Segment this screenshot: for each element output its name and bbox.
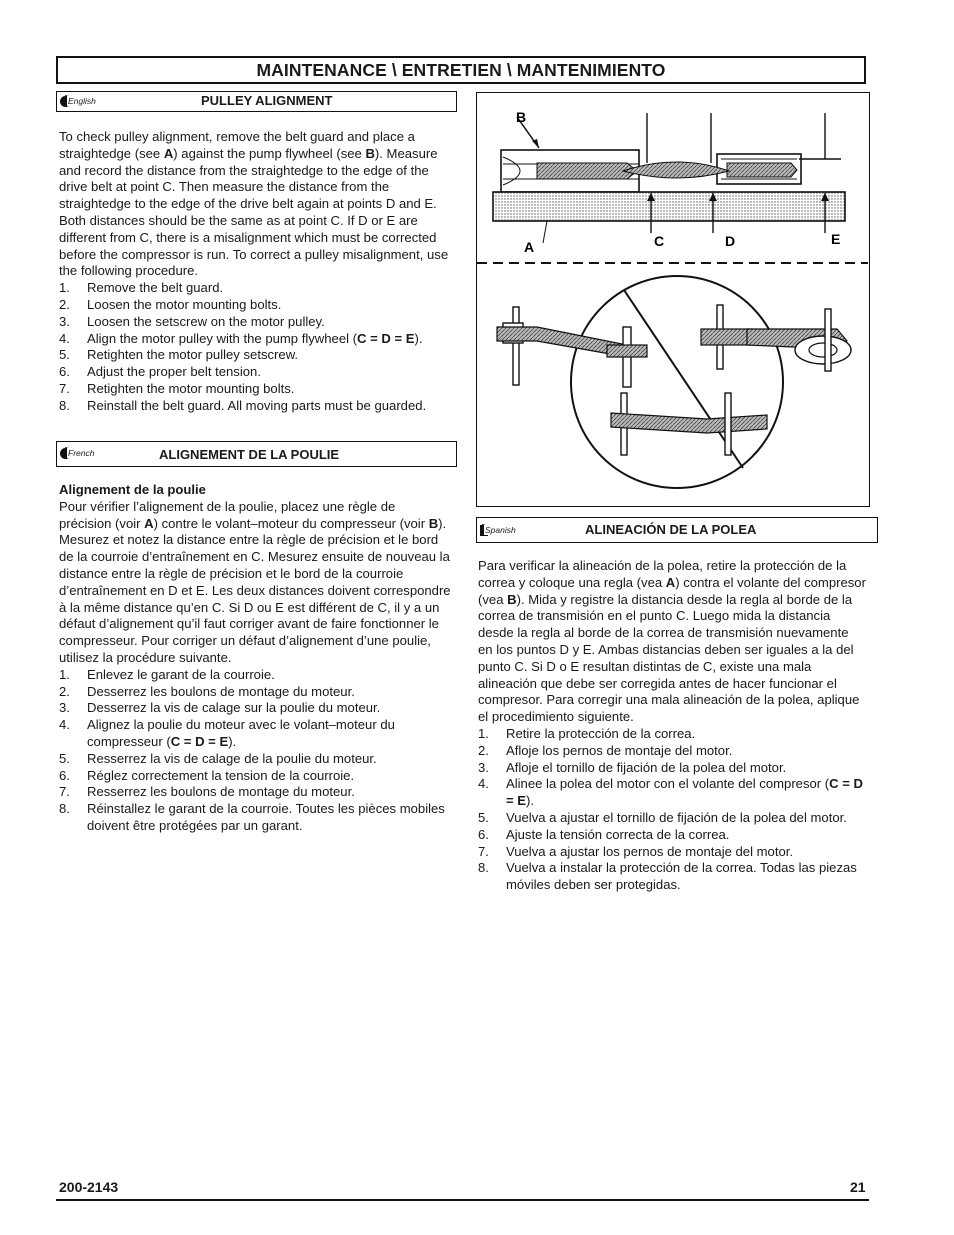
french-intro <box>59 499 451 667</box>
label-e: E <box>831 231 841 247</box>
step-number: 5. <box>478 809 489 825</box>
step-number: 8. <box>59 397 70 413</box>
step-text <box>87 667 451 684</box>
step-item <box>59 768 451 785</box>
step-item <box>59 700 451 717</box>
body-text: ). <box>526 793 535 809</box>
english-body <box>59 129 451 415</box>
french-subheading: Alignement de la poulie <box>59 482 206 497</box>
body-text: Alinee la polea del motor con el volante del compresor ( <box>506 776 830 792</box>
step-number: 6. <box>59 364 70 380</box>
step-text <box>87 381 451 398</box>
body-text: Vuelva a instalar la protección de la correa. Todas las piezas móviles deben ser protegidas. <box>506 860 857 893</box>
page-number: 21 <box>850 1179 866 1195</box>
section-header-french <box>56 441 457 467</box>
step-item <box>59 364 451 381</box>
body-text: Reinstall the belt guard. All moving parts must be guarded. <box>87 397 427 413</box>
body-text: Desserrez la vis de calage sur la poulie du moteur. <box>87 700 381 716</box>
step-text <box>506 760 866 777</box>
step-item <box>478 776 866 810</box>
body-text: Adjust the proper belt tension. <box>87 364 261 380</box>
step-item <box>478 743 866 760</box>
label-a: A <box>524 239 535 255</box>
body-text: Ajuste la tensión correcta de la correa. <box>506 826 730 842</box>
document-number: 200-2143 <box>59 1179 119 1195</box>
body-text: ) against the pump flywheel (see <box>173 145 366 161</box>
step-number: 1. <box>478 725 489 741</box>
step-number: 5. <box>59 750 70 766</box>
emphasis-text: C = D = E <box>357 330 415 346</box>
step-item <box>59 297 451 314</box>
section-header-spanish <box>476 517 878 543</box>
footer-rule <box>56 1199 869 1201</box>
language-tag-spanish <box>480 524 517 536</box>
step-number: 8. <box>59 801 70 817</box>
body-text: Loosen the setscrew on the motor pulley. <box>87 313 325 329</box>
emphasis-text: B <box>507 591 517 607</box>
section-title: PULLEY ALIGNMENT <box>201 93 333 108</box>
step-text <box>87 700 451 717</box>
body-text: ). <box>414 330 423 346</box>
emphasis-text: C = D = E <box>170 733 229 749</box>
section-title: ALIGNEMENT DE LA POULIE <box>159 447 340 462</box>
body-text: Para verificar la alineación de la polea, retire la protección de la correa y coloque una regla (vea <box>478 558 847 590</box>
step-item <box>478 760 866 777</box>
body-text: Retighten the motor mounting bolts. <box>87 380 295 396</box>
step-text <box>506 827 866 844</box>
pulley-alignment-diagram <box>477 93 868 505</box>
step-text <box>87 751 451 768</box>
body-text: Pour vérifier l’alignement de la poulie, placez une règle de précision (voir <box>59 498 396 531</box>
body-text: ) contre le volant–moteur du compresseur (voir <box>153 515 429 531</box>
step-number: 3. <box>478 759 489 775</box>
body-text: Desserrez les boulons de montage du moteur. <box>87 683 355 699</box>
language-label: Spanish <box>485 525 516 535</box>
french-body <box>59 482 451 835</box>
step-text <box>506 860 866 894</box>
step-text <box>87 398 451 415</box>
step-item <box>59 667 451 684</box>
step-text <box>506 743 866 760</box>
step-text <box>87 280 451 297</box>
straightedge <box>493 192 845 221</box>
body-text: Afloje el tornillo de fijación de la polea del motor. <box>506 759 787 775</box>
page-title-text: MAINTENANCE \ ENTRETIEN \ MANTENIMIENTO <box>256 59 666 80</box>
step-number: 7. <box>59 380 70 396</box>
step-number: 4. <box>59 717 70 733</box>
body-text: ). <box>228 733 237 749</box>
section-header-english <box>56 91 457 112</box>
body-text: Afloje los pernos de montaje del motor. <box>506 742 733 758</box>
step-number: 7. <box>59 784 70 800</box>
language-label: French <box>68 448 95 458</box>
step-number: 5. <box>59 347 70 363</box>
step-item <box>59 280 451 297</box>
step-item <box>59 381 451 398</box>
pulley-alignment-figure <box>476 92 870 507</box>
body-text: Align the motor pulley with the pump flywheel ( <box>87 330 358 346</box>
step-number: 1. <box>59 666 70 682</box>
body-text: Vuelva a ajustar el tornillo de fijación de la polea del motor. <box>506 809 847 825</box>
page-title <box>56 56 866 84</box>
spanish-body <box>478 558 866 894</box>
section-title: ALINEACIÓN DE LA POLEA <box>585 522 757 537</box>
emphasis-text: B <box>428 515 439 531</box>
emphasis-text: B <box>365 145 375 161</box>
spanish-intro <box>478 558 866 726</box>
label-b: B <box>516 109 527 125</box>
step-number: 8. <box>478 860 489 876</box>
body-text: Retire la protección de la correa. <box>506 725 696 741</box>
misalignment-examples <box>497 276 851 488</box>
step-number: 2. <box>59 296 70 312</box>
body-text: To check pulley alignment, remove the belt guard and place a straightedge (see <box>59 129 415 161</box>
step-number: 3. <box>59 700 70 716</box>
step-item <box>59 331 451 348</box>
step-text <box>87 801 451 835</box>
language-tag-french <box>60 447 95 459</box>
label-d: D <box>725 233 736 249</box>
step-text <box>87 347 451 364</box>
body-text: Réinstallez le garant de la courroie. Toutes les pièces mobiles doivent être protégées par un garant. <box>87 801 445 833</box>
step-item <box>59 398 451 415</box>
step-number: 1. <box>59 280 70 296</box>
emphasis-text: C = D = E <box>506 776 863 809</box>
body-text: Resserrez la vis de calage de la poulie du moteur. <box>87 750 377 766</box>
body-text: Resserrez les boulons de montage du moteur. <box>87 784 355 800</box>
body-text: ). Mesurez et notez la distance entre la règle de précision et le bord de la courroie d’entraînement en C. Mesurez ensuite de nouveau la distance entre la règle de précision et le bord de la courroie d’entraînement en D et E. Les deux distances doivent correspondre à la même distance qu’en C. Si D ou E est différent de C, il y a un défaut d’alignement qu’il faut corriger avant de faire fonctionner le compresseur. Pour corriger un défaut d’alignement d’une poulie, utilisez la procédure suivante. <box>59 515 451 665</box>
emphasis-text: A <box>144 515 154 531</box>
step-text <box>506 810 866 827</box>
language-tag-english <box>60 95 97 107</box>
emphasis-text: A <box>163 145 174 161</box>
step-item <box>59 314 451 331</box>
step-text <box>87 314 451 331</box>
step-item <box>59 801 451 835</box>
step-text <box>506 776 866 810</box>
step-text <box>506 726 866 743</box>
body-text: Réglez correctement la tension de la courroie. <box>87 767 355 783</box>
spanish-steps <box>478 726 866 894</box>
step-number: 2. <box>59 683 70 699</box>
english-steps <box>59 280 451 414</box>
step-text <box>87 364 451 381</box>
body-text: Retighten the motor pulley setscrew. <box>87 347 299 363</box>
step-number: 2. <box>478 742 489 758</box>
body-text: Loosen the motor mounting bolts. <box>87 296 282 312</box>
step-item <box>478 860 866 894</box>
emphasis-text: A <box>665 574 676 590</box>
step-item <box>59 751 451 768</box>
step-item <box>478 827 866 844</box>
step-number: 7. <box>478 843 489 859</box>
body-text: ) contra el volante del compresor (vea <box>478 574 866 607</box>
english-intro <box>59 129 451 280</box>
body-text: Alignez la poulie du moteur avec le volant–moteur du compresseur ( <box>87 717 395 749</box>
step-text <box>87 784 451 801</box>
body-text: Vuelva a ajustar los pernos de montaje del motor. <box>506 843 794 859</box>
step-item <box>59 684 451 701</box>
body-text: Remove the belt guard. <box>87 280 224 296</box>
step-text <box>87 768 451 785</box>
step-text <box>87 331 451 348</box>
step-number: 3. <box>59 313 70 329</box>
language-label: English <box>68 96 96 106</box>
body-text: ). Measure and record the distance from the straightedge to the edge of the drive belt at point C. Then measure the distance from the straightedge to the edge of the drive belt again at points D and E. Both distances should be the same as at point C. If D or E are different from C, there is a misalignment which must be corrected before the compressor is run. To correct a pulley misalignment, use the following procedure. <box>59 145 449 279</box>
prohibited-circle <box>571 276 783 488</box>
step-text <box>87 297 451 314</box>
step-number: 6. <box>59 767 70 783</box>
step-item <box>478 810 866 827</box>
body-text: ). Mida y registre la distancia desde la regla al borde de la correa de transmisión en el punto C. Luego mida la distancia desde la regla al borde de la correa de transmisión nuevamente en los puntos D y E. Ambas distancias deben ser iguales a la del punto C. Si D o E resultan distintas de C, existe una mala alineación que debe ser corregida antes de hacer funcionar el compresor. Para corregir una mala alineación de la polea, aplique el procedimiento siguiente. <box>478 591 860 725</box>
step-text <box>87 684 451 701</box>
french-steps <box>59 667 451 835</box>
step-text <box>87 717 451 751</box>
step-item <box>478 726 866 743</box>
step-number: 4. <box>59 330 70 346</box>
body-text: Enlevez le garant de la courroie. <box>87 666 275 682</box>
step-item <box>59 784 451 801</box>
label-c: C <box>654 233 665 249</box>
step-item <box>59 347 451 364</box>
top-alignment-view <box>493 109 845 255</box>
step-item <box>478 844 866 861</box>
step-number: 6. <box>478 826 489 842</box>
step-item <box>59 717 451 751</box>
step-text <box>506 844 866 861</box>
step-number: 4. <box>478 776 489 792</box>
